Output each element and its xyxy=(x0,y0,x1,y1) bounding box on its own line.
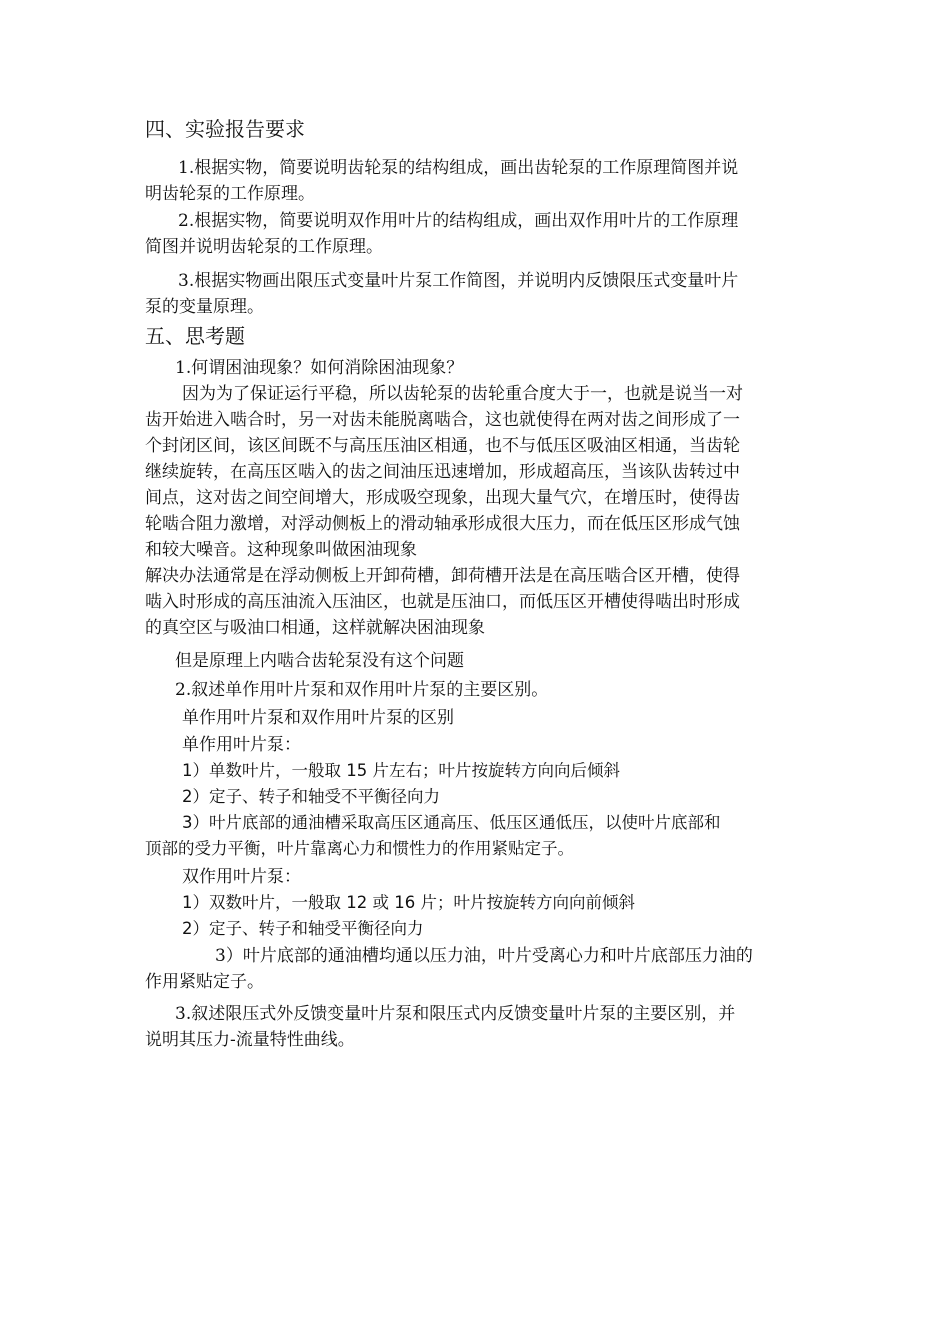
q1-answer-line: 齿开始进入啮合时，另一对齿未能脱离啮合，这也就使得在两对齿之间形成了一 xyxy=(145,410,740,430)
report-item-1-line2: 明齿轮泵的工作原理。 xyxy=(145,184,315,204)
q1-answer-line: 轮啮合阻力激增，对浮动侧板上的滑动轴承形成很大压力，而在低压区形成气蚀 xyxy=(145,514,740,534)
q1-note: 但是原理上内啮合齿轮泵没有这个问题 xyxy=(175,651,464,671)
q1-answer-line: 间点，这对齿之间空间增大，形成吸空现象，出现大量气穴，在增压时，使得齿 xyxy=(145,488,740,508)
question-3-line1: 3.叙述限压式外反馈变量叶片泵和限压式内反馈变量叶片泵的主要区别，并 xyxy=(175,1004,736,1024)
report-item-3-line2: 泵的变量原理。 xyxy=(145,297,264,317)
question-3-line2: 说明其压力-流量特性曲线。 xyxy=(145,1030,355,1050)
double-vane-point-1: 1）双数叶片，一般取 12 或 16 片；叶片按旋转方向向前倾斜 xyxy=(182,893,635,912)
q2-subtitle: 单作用叶片泵和双作用叶片泵的区别 xyxy=(182,708,454,728)
report-item-2-line1: 2.根据实物，简要说明双作用叶片的结构组成，画出双作用叶片的工作原理 xyxy=(178,211,739,231)
double-vane-point-3-line2: 作用紧贴定子。 xyxy=(145,972,264,992)
single-vane-title: 单作用叶片泵： xyxy=(182,735,301,755)
q1-answer-line: 因为为了保证运行平稳，所以齿轮泵的齿轮重合度大于一，也就是说当一对 xyxy=(182,384,743,404)
single-vane-point-3-line1: 3）叶片底部的通油槽采取高压区通高压、低压区通低压，以使叶片底部和 xyxy=(182,813,721,832)
double-vane-point-2: 2）定子、转子和轴受平衡径向力 xyxy=(182,919,424,938)
section4-heading: 四、实验报告要求 xyxy=(145,117,305,141)
question-1: 1.何谓困油现象？如何消除困油现象？ xyxy=(175,358,464,378)
report-item-3-line1: 3.根据实物画出限压式变量叶片泵工作简图，并说明内反馈限压式变量叶片 xyxy=(178,271,739,291)
section5-heading: 五、思考题 xyxy=(145,324,245,348)
report-item-2-line2: 简图并说明齿轮泵的工作原理。 xyxy=(145,237,383,257)
question-2: 2.叙述单作用叶片泵和双作用叶片泵的主要区别。 xyxy=(175,680,549,700)
single-vane-point-1: 1）单数叶片，一般取 15 片左右；叶片按旋转方向向后倾斜 xyxy=(182,761,620,780)
single-vane-point-3-line2: 顶部的受力平衡，叶片靠离心力和惯性力的作用紧贴定子。 xyxy=(145,839,574,858)
report-item-1-line1: 1.根据实物，简要说明齿轮泵的结构组成，画出齿轮泵的工作原理简图并说 xyxy=(178,158,739,178)
double-vane-point-3-line1: 3）叶片底部的通油槽均通以压力油，叶片受离心力和叶片底部压力油的 xyxy=(215,946,753,966)
q1-answer-line: 继续旋转，在高压区啮入的齿之间油压迅速增加，形成超高压，当该队齿转过中 xyxy=(145,462,740,482)
double-vane-title: 双作用叶片泵： xyxy=(182,867,301,887)
q1-solution-line: 的真空区与吸油口相通，这样就解决困油现象 xyxy=(145,618,485,638)
q1-solution-line: 啮入时形成的高压油流入压油区，也就是压油口，而低压区开槽使得啮出时形成 xyxy=(145,592,740,612)
q1-answer-line: 和较大噪音。这种现象叫做困油现象 xyxy=(145,540,417,560)
q1-solution-line: 解决办法通常是在浮动侧板上开卸荷槽，卸荷槽开法是在高压啮合区开槽，使得 xyxy=(145,566,740,586)
q1-answer-line: 个封闭区间，该区间既不与高压压油区相通，也不与低压区吸油区相通，当齿轮 xyxy=(145,436,740,456)
single-vane-point-2: 2）定子、转子和轴受不平衡径向力 xyxy=(182,787,440,806)
